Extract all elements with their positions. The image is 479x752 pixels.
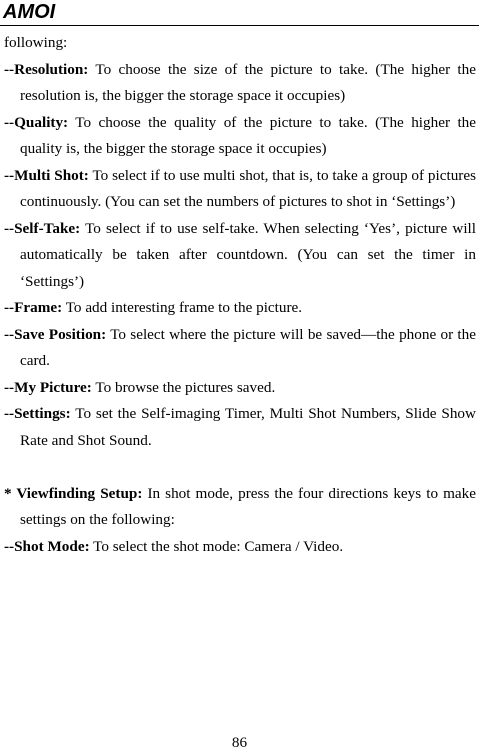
item-frame bbox=[4, 295, 476, 322]
item-text: To select where the picture will be saved—the phone or the card. bbox=[20, 325, 476, 369]
item-shot-mode bbox=[4, 534, 476, 561]
item-term: --Self-Take: bbox=[4, 219, 81, 237]
item-text: To select if to use self-take. When selecting ‘Yes’, picture will automatically be taken after countdown. (You can set the timer in ‘Settings’) bbox=[20, 219, 476, 290]
item-text: To add interesting frame to the picture. bbox=[62, 299, 303, 316]
item-text: To choose the quality of the picture to take. (The higher the quality is, the bigger the storage space it occupies) bbox=[20, 113, 476, 157]
item-text: To select the shot mode: Camera / Video. bbox=[89, 537, 344, 555]
item-save-position bbox=[4, 322, 476, 375]
item-text: To select if to use multi shot, that is, to take a group of pictures continuously. (You can set the numbers of pictures to shot in ‘Settings’) bbox=[20, 166, 476, 210]
item-term: --Multi Shot: bbox=[4, 166, 89, 184]
item-text: To set the Self-imaging Timer, Multi Shot Numbers, Slide Show Rate and Shot Sound. bbox=[20, 405, 476, 449]
svg-text:AMOI: AMOI bbox=[3, 1, 56, 22]
item-text: To browse the pictures saved. bbox=[91, 378, 276, 396]
item-self-take bbox=[4, 216, 476, 296]
viewfinding-setup bbox=[4, 481, 476, 534]
item-multi-shot bbox=[4, 163, 476, 216]
item-term: --Save Position: bbox=[4, 325, 107, 343]
item-resolution bbox=[4, 57, 476, 110]
header-rule bbox=[0, 25, 479, 26]
item-text: To choose the size of the picture to take. (The higher the resolution is, the bigger the storage space it occupies) bbox=[20, 60, 476, 104]
page-number: 86 bbox=[231, 734, 248, 751]
item-term: --My Picture: bbox=[4, 378, 92, 396]
item-settings bbox=[4, 401, 476, 454]
item-text: In shot mode, press the four directions keys to make settings on the following: bbox=[20, 484, 477, 528]
item-quality bbox=[4, 110, 476, 163]
item-term: --Shot Mode: bbox=[4, 537, 90, 555]
item-term: --Resolution: bbox=[4, 60, 89, 78]
item-term: --Frame: bbox=[4, 299, 63, 316]
item-term: --Settings: bbox=[4, 405, 71, 422]
page-body bbox=[4, 30, 476, 560]
amoi-logo bbox=[2, 0, 78, 22]
intro-text: following: bbox=[4, 34, 68, 51]
page-header bbox=[0, 0, 479, 27]
item-my-picture bbox=[4, 375, 476, 402]
item-term: --Quality: bbox=[4, 113, 69, 131]
paragraph-gap bbox=[4, 454, 476, 481]
item-term: * Viewfinding Setup: bbox=[4, 484, 143, 502]
